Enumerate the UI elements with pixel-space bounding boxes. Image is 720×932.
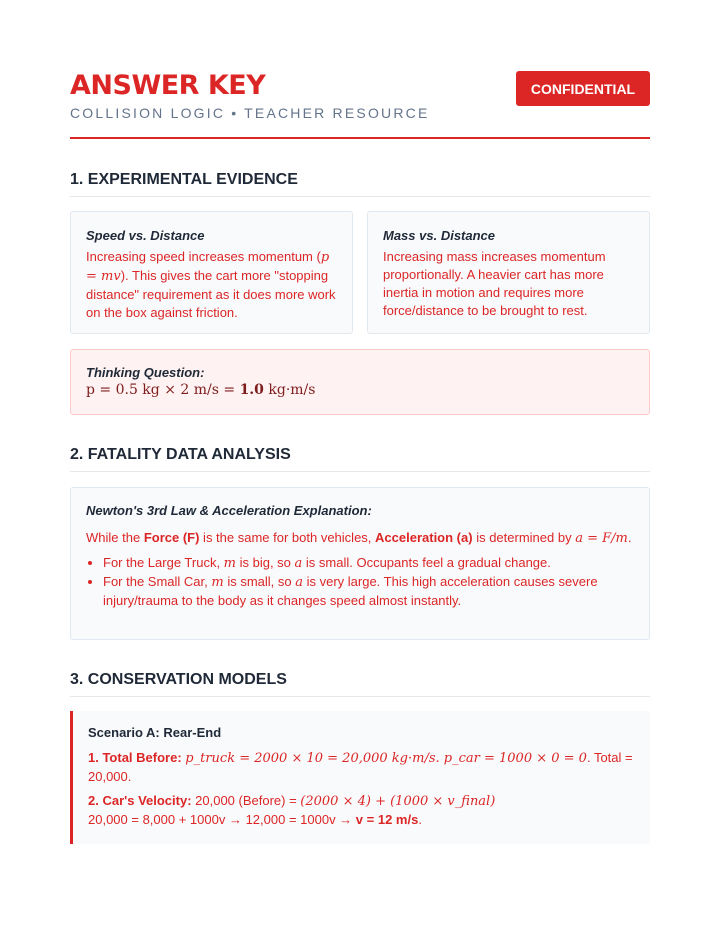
card-text: Increasing speed increases momentum (p = mv). This gives the cart more "stopping distance" requirement as it does more work on the box against friction. <box>86 249 336 320</box>
list-item: • For the Small Car, m is small, so a is very large. This high acceleration causes severe injury/trauma to the body as it changes speed almost instantly. <box>103 573 634 610</box>
section-divider <box>70 196 650 197</box>
thinking-question-box <box>70 349 650 415</box>
car-velocity-line: 2. Car's Velocity: 20,000 (Before) = (2000 × 4) + (1000 × v_final) 20,000 = 8,000 + 1000v → 12,000 = 1000v → v = 12 m/s. <box>88 793 496 827</box>
thinking-question-equation: p = 0.5 kg × 2 m/s = 1.0 kg·m/s <box>86 382 316 398</box>
card-intro-text: While the Force (F) is the same for both vehicles, Acceleration (a) is determined by a = F/m. <box>86 530 632 546</box>
section-fatality-data-title: 2. FATALITY DATA ANALYSIS <box>70 446 291 463</box>
page-subtitle: COLLISION LOGIC • TEACHER RESOURCE <box>70 105 430 121</box>
section-divider <box>70 696 650 697</box>
card-title: Speed vs. Distance <box>86 228 205 243</box>
card-text: Increasing mass increases momentum proportionally. A heavier cart has more inertia in motion and requires more force/distance to be brought to rest. <box>383 249 606 318</box>
confidential-badge: CONFIDENTIAL <box>516 71 650 106</box>
speed-vs-distance-card <box>70 211 353 334</box>
newtons-law-card <box>70 487 650 640</box>
thinking-question-title: Thinking Question: <box>86 365 205 380</box>
card-title: Mass vs. Distance <box>383 228 496 243</box>
section-experimental-evidence-title: 1. EXPERIMENTAL EVIDENCE <box>70 171 298 188</box>
scenario-title: Scenario A: Rear-End <box>88 725 222 740</box>
section-conservation-models-title: 3. CONSERVATION MODELS <box>70 671 287 688</box>
mass-vs-distance-card <box>367 211 650 334</box>
list-item: • For the Large Truck, m is big, so a is small. Occupants feel a gradual change. <box>103 554 634 573</box>
header-divider <box>70 137 650 139</box>
section-divider <box>70 471 650 472</box>
page-title: ANSWER KEY <box>70 70 266 101</box>
card-title: Newton's 3rd Law & Acceleration Explanation: <box>86 503 372 518</box>
explanation-list <box>86 554 634 610</box>
scenario-a-box <box>70 711 650 844</box>
total-before-line: 1. Total Before: p_truck = 2000 × 10 = 20,000 kg·m/s. p_car = 1000 × 0 = 0. Total = 20,000. <box>88 750 633 784</box>
